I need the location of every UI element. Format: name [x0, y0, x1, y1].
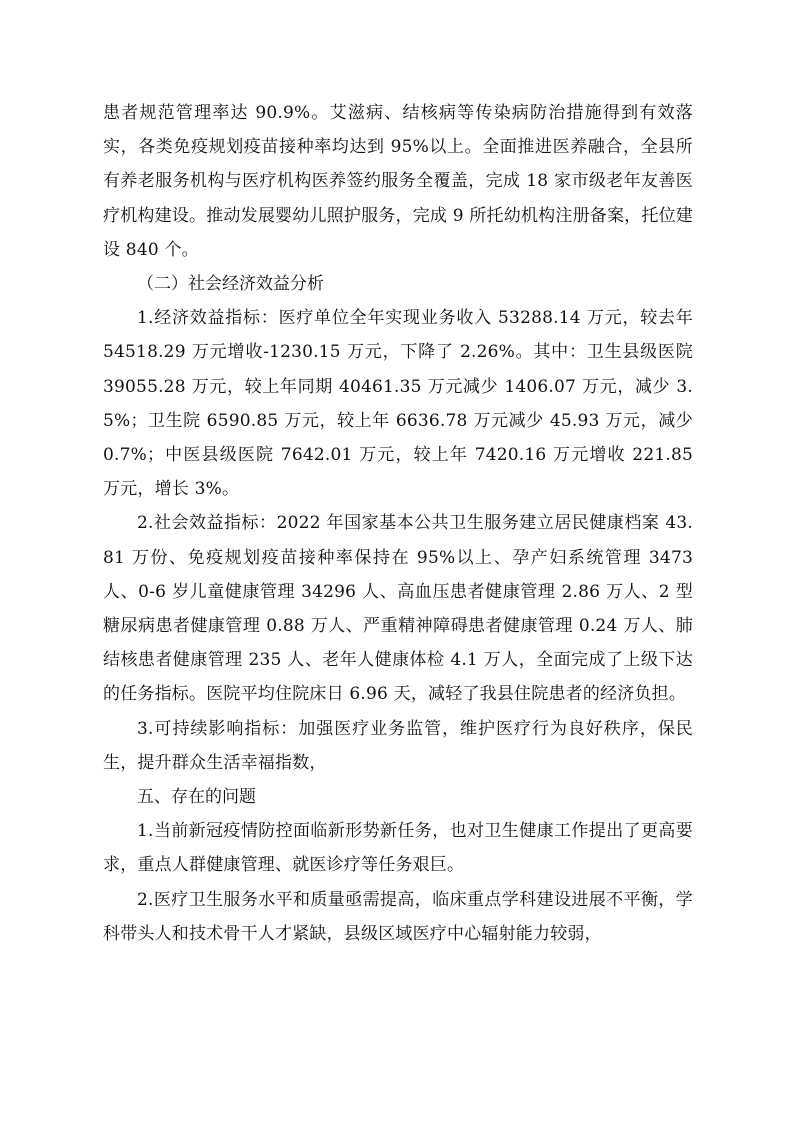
section-heading-socioeconomic-benefits: （二）社会经济效益分析 — [137, 274, 324, 295]
paragraph-problem-2: 2.医疗卫生服务水平和质量亟需提高，临床重点学科建设进展不平衡，学科带头人和技术骨干人才紧缺，县级区域医疗中心辐射能力较弱， — [103, 889, 693, 944]
section-heading-existing-problems: 五、存在的问题 — [137, 787, 256, 808]
paragraph-health-management-summary: 患者规范管理率达 90.9%。艾滋病、结核病等传染病防治措施得到有效落实，各类免疫规划疫苗接种率均达到 95%以上。全面推进医养融合，全县所有养老服务机构与医疗机构医养签约服务全覆盖，完成 18 家市级老年友善医疗机构建设。推动发展婴幼儿照护服务，完成 9 所托幼机构注册备案，托位建设 840 个。 — [103, 103, 693, 260]
document-body — [103, 96, 693, 951]
paragraph-economic-indicators: 1.经济效益指标：医疗单位全年实现业务收入 53288.14 万元，较去年 54518.29 万元增收-1230.15 万元，下降了 2.26%。其中：卫生县级医院 39055.28 万元，较上年同期 40461.35 万元减少 1406.07 万元，减少 3.5%；卫生院 6590.85 万元，较上年 6636.78 万元减少 45.93 万元，减少 0.7%；中医县级医院 7642.01 万元，较上年 7420.16 万元增收 221.85 万元，增长 3%。 — [103, 308, 693, 500]
paragraph-problem-1: 1.当前新冠疫情防控面临新形势新任务，也对卫生健康工作提出了更高要求，重点人群健康管理、就医诊疗等任务艰巨。 — [103, 821, 693, 876]
paragraph-sustainability-indicators: 3.可持续影响指标：加强医疗业务监管，维护医疗行为良好秩序，保民生，提升群众生活幸福指数， — [103, 718, 693, 773]
paragraph-social-indicators: 2.社会效益指标：2022 年国家基本公共卫生服务建立居民健康档案 43.81 万份、免疫规划疫苗接种率保持在 95%以上、孕产妇系统管理 3473 人、0-6 岁儿童健康管理 34296 人、高血压患者健康管理 2.86 万人、2 型糖尿病患者健康管理 0.88 万人、严重精神障碍患者健康管理 0.24 万人、肺结核患者健康管理 235 人、老年人健康体检 4.1 万人，全面完成了上级下达的任务指标。医院平均住院床日 6.96 天，减轻了我县住院患者的经济负担。 — [103, 513, 693, 705]
